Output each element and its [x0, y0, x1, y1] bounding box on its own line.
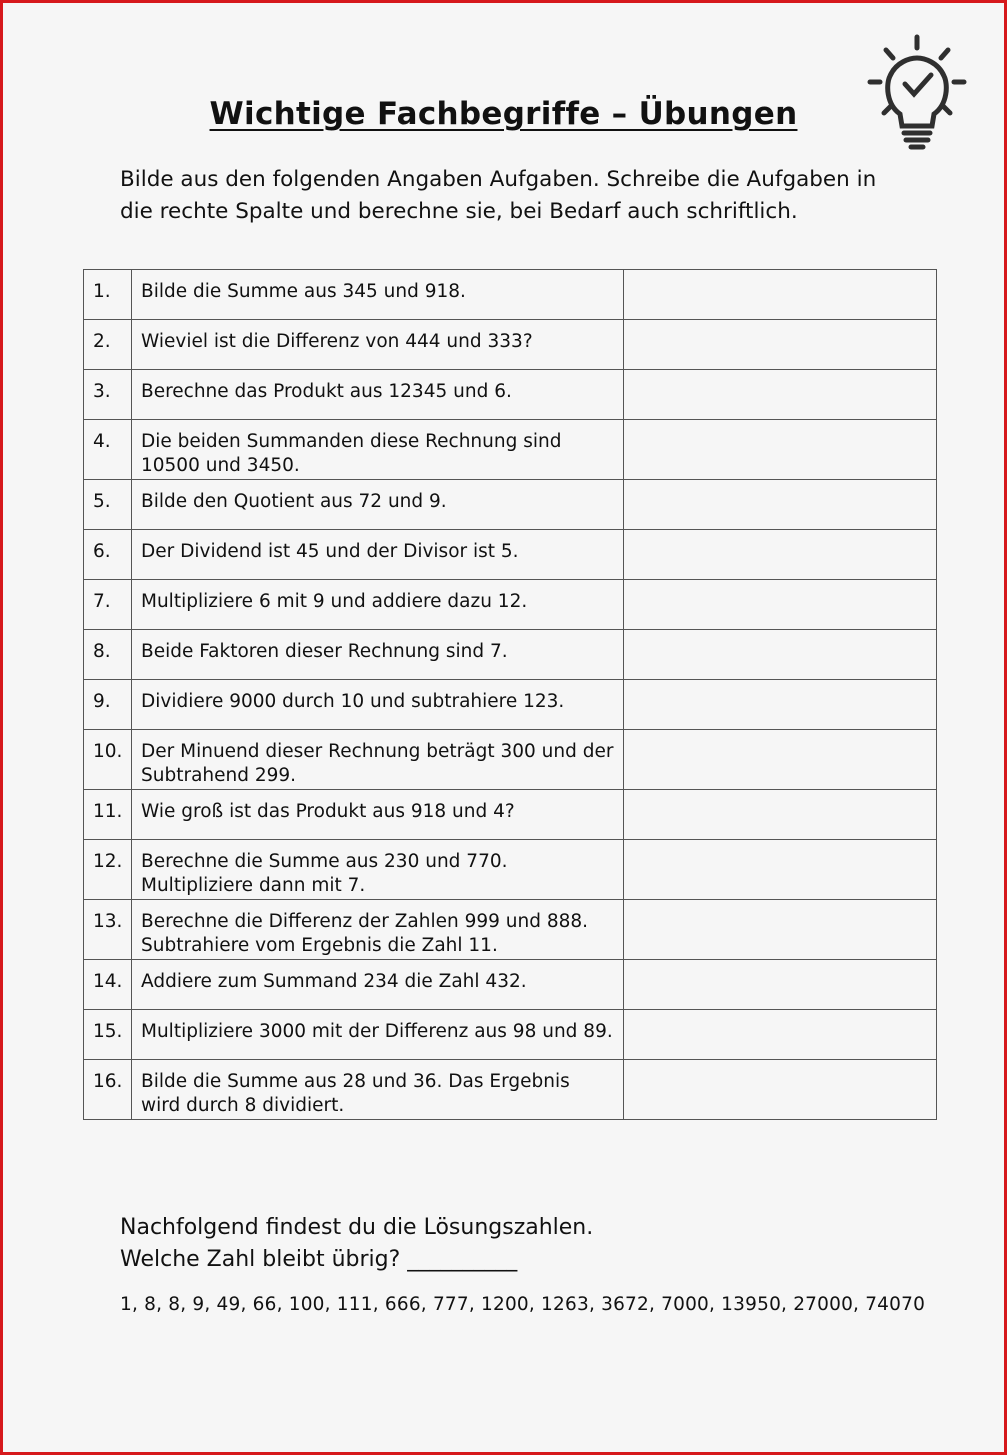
solution-intro	[120, 1212, 593, 1276]
task-text: Bilde die Summe aus 345 und 918.	[132, 270, 624, 320]
task-text: Berechne die Summe aus 230 und 770. Multipliziere dann mit 7.	[132, 840, 624, 900]
answer-cell[interactable]	[624, 420, 937, 480]
answer-cell[interactable]	[624, 680, 937, 730]
remaining-number-question: Welche Zahl bleibt übrig? __________	[120, 1247, 518, 1272]
instructions-line-1: Bilde aus den folgenden Angaben Aufgaben. Schreibe die Aufgaben in	[120, 167, 877, 192]
table-row	[84, 270, 937, 320]
table-row	[84, 480, 937, 530]
table-row	[84, 420, 937, 480]
task-text: Der Dividend ist 45 und der Divisor ist 5.	[132, 530, 624, 580]
table-row	[84, 900, 937, 960]
answer-cell[interactable]	[624, 630, 937, 680]
page-title: Wichtige Fachbegriffe – Übungen	[209, 96, 798, 132]
task-number: 4.	[84, 420, 132, 480]
table-row	[84, 730, 937, 790]
task-number: 2.	[84, 320, 132, 370]
task-text: Bilde den Quotient aus 72 und 9.	[132, 480, 624, 530]
answer-cell[interactable]	[624, 530, 937, 580]
task-text: Multipliziere 3000 mit der Differenz aus 98 und 89.	[132, 1010, 624, 1060]
answer-cell[interactable]	[624, 1060, 937, 1120]
answer-cell[interactable]	[624, 1010, 937, 1060]
table-row	[84, 840, 937, 900]
task-number: 5.	[84, 480, 132, 530]
task-number: 15.	[84, 1010, 132, 1060]
task-text: Die beiden Summanden diese Rechnung sind 10500 und 3450.	[132, 420, 624, 480]
answer-cell[interactable]	[624, 270, 937, 320]
task-number: 6.	[84, 530, 132, 580]
task-text: Wieviel ist die Differenz von 444 und 333?	[132, 320, 624, 370]
task-number: 3.	[84, 370, 132, 420]
answer-cell[interactable]	[624, 480, 937, 530]
task-text: Multipliziere 6 mit 9 und addiere dazu 12.	[132, 580, 624, 630]
solution-intro-line-1: Nachfolgend findest du die Lösungszahlen.	[120, 1215, 594, 1240]
task-text: Berechne die Differenz der Zahlen 999 und 888. Subtrahiere vom Ergebnis die Zahl 11.	[132, 900, 624, 960]
lightbulb-check-icon	[866, 34, 968, 152]
table-row	[84, 790, 937, 840]
solution-numbers: 1, 8, 8, 9, 49, 66, 100, 111, 666, 777, 1200, 1263, 3672, 7000, 13950, 27000, 74070	[120, 1294, 926, 1315]
instructions	[120, 164, 900, 228]
answer-cell[interactable]	[624, 840, 937, 900]
answer-cell[interactable]	[624, 960, 937, 1010]
answer-cell[interactable]	[624, 730, 937, 790]
task-text: Dividiere 9000 durch 10 und subtrahiere 123.	[132, 680, 624, 730]
task-text: Wie groß ist das Produkt aus 918 und 4?	[132, 790, 624, 840]
task-text: Addiere zum Summand 234 die Zahl 432.	[132, 960, 624, 1010]
task-number: 12.	[84, 840, 132, 900]
task-text: Beide Faktoren dieser Rechnung sind 7.	[132, 630, 624, 680]
task-table	[83, 269, 937, 1120]
answer-cell[interactable]	[624, 900, 937, 960]
task-number: 13.	[84, 900, 132, 960]
task-number: 16.	[84, 1060, 132, 1120]
answer-cell[interactable]	[624, 320, 937, 370]
table-row	[84, 960, 937, 1010]
task-text: Der Minuend dieser Rechnung beträgt 300 und der Subtrahend 299.	[132, 730, 624, 790]
task-number: 9.	[84, 680, 132, 730]
task-number: 11.	[84, 790, 132, 840]
answer-cell[interactable]	[624, 790, 937, 840]
task-number: 1.	[84, 270, 132, 320]
task-number: 7.	[84, 580, 132, 630]
table-row	[84, 680, 937, 730]
table-row	[84, 320, 937, 370]
task-number: 8.	[84, 630, 132, 680]
task-number: 10.	[84, 730, 132, 790]
table-row	[84, 370, 937, 420]
table-row	[84, 580, 937, 630]
instructions-line-2: die rechte Spalte und berechne sie, bei Bedarf auch schriftlich.	[120, 199, 798, 224]
task-number: 14.	[84, 960, 132, 1010]
table-row	[84, 530, 937, 580]
table-row	[84, 1060, 937, 1120]
answer-cell[interactable]	[624, 370, 937, 420]
table-row	[84, 630, 937, 680]
task-text: Berechne das Produkt aus 12345 und 6.	[132, 370, 624, 420]
task-text: Bilde die Summe aus 28 und 36. Das Ergebnis wird durch 8 dividiert.	[132, 1060, 624, 1120]
answer-cell[interactable]	[624, 580, 937, 630]
table-row	[84, 1010, 937, 1060]
